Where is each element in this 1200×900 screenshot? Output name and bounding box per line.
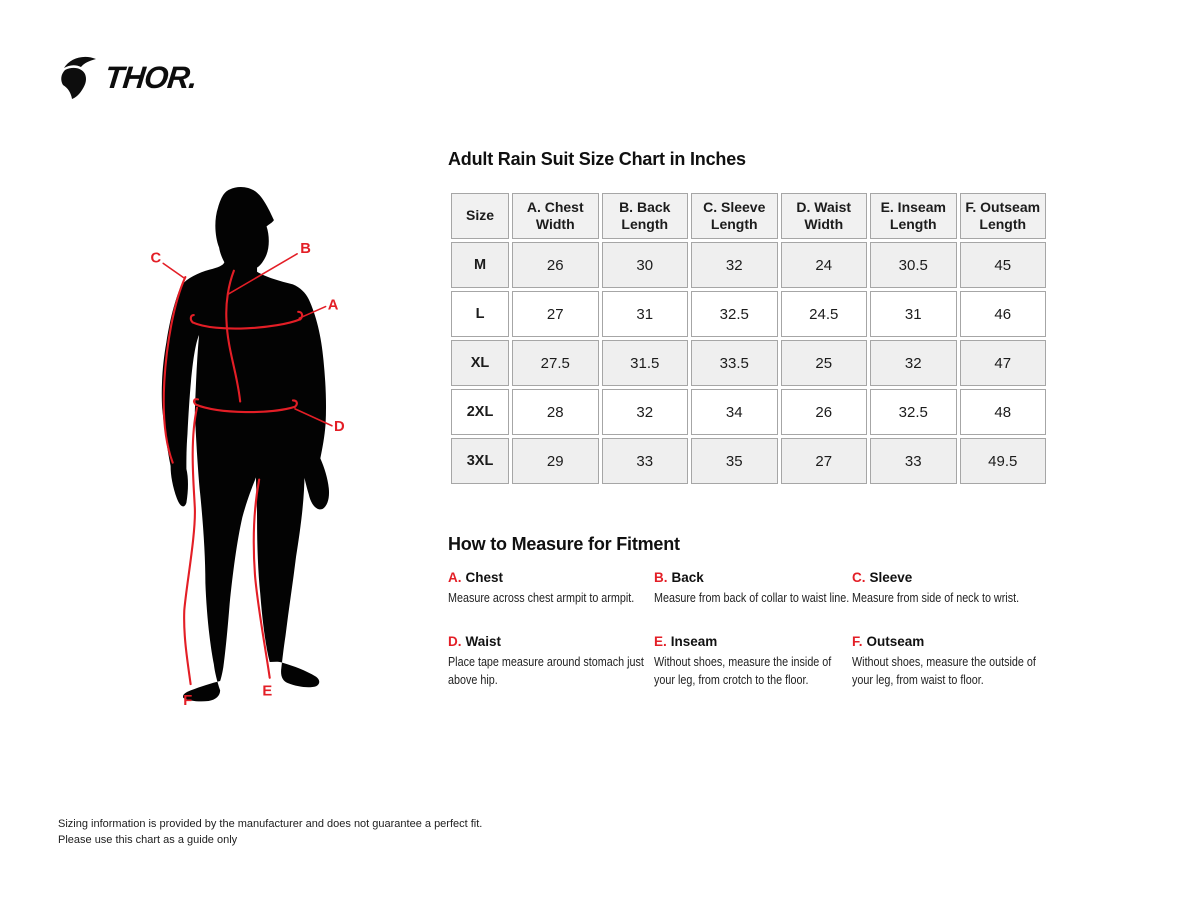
measure-item-heading: [448, 570, 654, 585]
table-row: [451, 438, 1046, 484]
measure-item-letter: C.: [852, 570, 866, 585]
measure-item-letter: F.: [852, 634, 863, 650]
measure-item-heading: [852, 570, 1052, 585]
measurement-value-cell: 25: [781, 340, 868, 386]
measure-item-waist: [448, 634, 654, 689]
measurement-figure: [140, 165, 372, 735]
size-cell: 3XL: [451, 438, 509, 484]
column-header: A. Chest Width: [512, 193, 599, 239]
disclaimer-line-2: Please use this chart as a guide only: [58, 833, 238, 846]
measurement-value-cell: 34: [691, 389, 778, 435]
column-header: B. Back Length: [602, 193, 689, 239]
measure-item-heading: [852, 634, 1052, 649]
measurement-value-cell: 32.5: [691, 291, 778, 337]
measurement-value-cell: 32: [691, 242, 778, 288]
measure-item-letter: A.: [448, 570, 462, 585]
measure-item-name: Chest: [465, 570, 504, 585]
measurement-value-cell: 27: [781, 438, 868, 484]
figure-label-e: E: [262, 683, 273, 700]
measurement-value-cell: 26: [781, 389, 868, 435]
figure-label-a: A: [327, 297, 339, 314]
measurement-value-cell: 31.5: [602, 340, 689, 386]
measure-item-letter: D.: [448, 634, 462, 650]
measurement-value-cell: 47: [960, 340, 1047, 386]
thor-goat-icon: [56, 54, 102, 100]
measurement-value-cell: 33: [602, 438, 689, 484]
measure-item-name: Sleeve: [869, 570, 913, 585]
figure-label-f: F: [183, 693, 193, 710]
thor-logo-text: THOR.: [103, 59, 199, 95]
table-row: [451, 340, 1046, 386]
figure-label-b: B: [300, 240, 311, 257]
measurement-value-cell: 26: [512, 242, 599, 288]
column-header: Size: [451, 193, 509, 239]
measurement-value-cell: 24.5: [781, 291, 868, 337]
measure-item-name: Back: [671, 570, 704, 585]
measure-item-letter: B.: [654, 570, 668, 585]
size-table-header-row: [451, 193, 1046, 239]
column-header: C. Sleeve Length: [691, 193, 778, 239]
column-header: E. Inseam Length: [870, 193, 957, 239]
measurement-value-cell: 32: [602, 389, 689, 435]
measurement-value-cell: 33: [870, 438, 957, 484]
measurement-value-cell: 28: [512, 389, 599, 435]
measurement-value-cell: 29: [512, 438, 599, 484]
measure-item-text: Without shoes, measure the inside of your leg, from crotch to the floor.: [654, 655, 832, 687]
body-silhouette: [162, 187, 329, 701]
measure-item-sleeve: [852, 570, 1052, 607]
figure-label-d: D: [334, 419, 345, 436]
measure-item-text: Place tape measure around stomach just above hip.: [448, 655, 644, 687]
disclaimer: [58, 817, 482, 849]
size-table-body: [451, 242, 1046, 484]
measurement-value-cell: 49.5: [960, 438, 1047, 484]
size-chart-title: Adult Rain Suit Size Chart in Inches: [448, 149, 746, 169]
measure-item-name: Inseam: [670, 634, 718, 650]
size-cell: M: [451, 242, 509, 288]
measurement-value-cell: 48: [960, 389, 1047, 435]
measurement-value-cell: 31: [870, 291, 957, 337]
measurement-value-cell: 32.5: [870, 389, 957, 435]
measure-item-inseam: [654, 634, 852, 689]
measure-instructions-grid: [448, 570, 1052, 689]
column-header: F. Outseam Length: [960, 193, 1047, 239]
measure-item-back: [654, 570, 852, 607]
measurement-value-cell: 33.5: [691, 340, 778, 386]
table-row: [451, 242, 1046, 288]
measurement-value-cell: 45: [960, 242, 1047, 288]
measurement-value-cell: 30: [602, 242, 689, 288]
measure-item-text: Without shoes, measure the outside of your leg, from waist to floor.: [852, 655, 1036, 687]
sleeve-pointer-line: [163, 263, 184, 278]
measurement-value-cell: 32: [870, 340, 957, 386]
measure-item-letter: E.: [654, 634, 667, 650]
thor-logo: [56, 54, 199, 100]
size-chart-table: [448, 190, 1049, 487]
measure-item-heading: [448, 634, 654, 649]
figure-label-c: C: [150, 250, 162, 267]
measurement-value-cell: 30.5: [870, 242, 957, 288]
table-row: [451, 389, 1046, 435]
measure-item-name: Waist: [465, 634, 502, 650]
measure-item-text: Measure from side of neck to wrist.: [852, 591, 1020, 605]
measure-item-text: Measure from back of collar to waist line.: [654, 591, 850, 605]
measurement-value-cell: 27.5: [512, 340, 599, 386]
measure-item-outseam: [852, 634, 1052, 689]
column-header: D. Waist Width: [781, 193, 868, 239]
measure-item-heading: [654, 634, 852, 649]
measurement-value-cell: 24: [781, 242, 868, 288]
measure-item-chest: [448, 570, 654, 607]
measure-item-heading: [654, 570, 852, 585]
measurement-value-cell: 46: [960, 291, 1047, 337]
measure-item-name: Outseam: [866, 634, 925, 650]
measure-item-text: Measure across chest armpit to armpit.: [448, 591, 635, 605]
size-cell: XL: [451, 340, 509, 386]
measure-section-title: How to Measure for Fitment: [448, 534, 680, 554]
measurement-value-cell: 35: [691, 438, 778, 484]
table-row: [451, 291, 1046, 337]
size-cell: L: [451, 291, 509, 337]
disclaimer-line-1: Sizing information is provided by the manufacturer and does not guarantee a perfect fit.: [58, 818, 483, 830]
size-cell: 2XL: [451, 389, 509, 435]
measurement-value-cell: 31: [602, 291, 689, 337]
measurement-value-cell: 27: [512, 291, 599, 337]
